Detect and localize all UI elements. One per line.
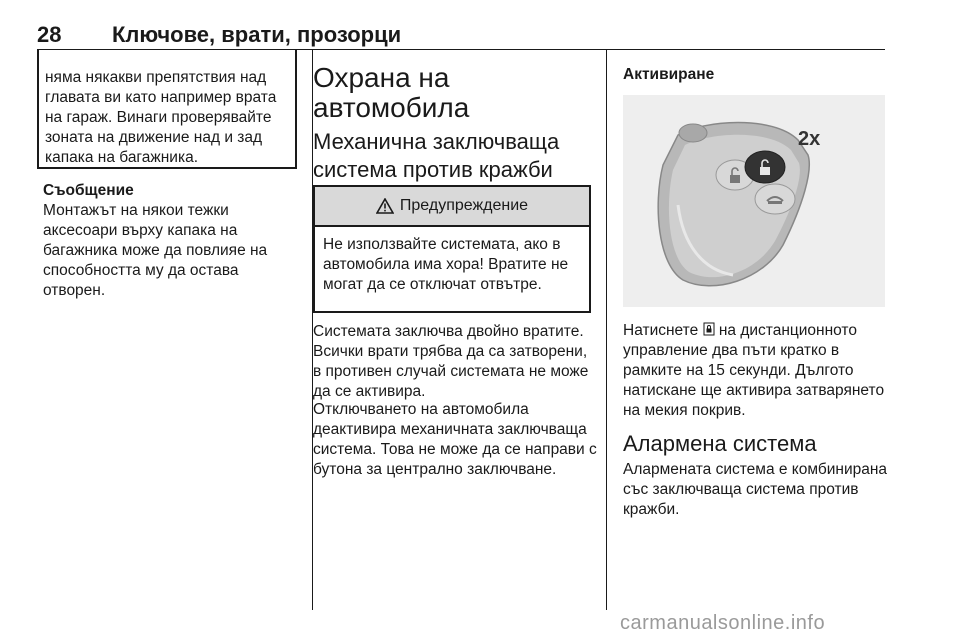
note-text: Монтажът на някои тежки аксесоари върху капака на багажника може да повлияе на способността му да остава отворен. bbox=[43, 202, 268, 299]
warning-header bbox=[315, 187, 589, 227]
warning-triangle-icon bbox=[376, 198, 394, 214]
paragraph-unlock: Отключването на автомобила деактивира механичната заключваща система. Това не може да се направи с бутона за централно заключване. bbox=[313, 401, 597, 478]
alarm-heading: Алармена система bbox=[623, 431, 817, 456]
activation-text-end: на дистанционното управление два пъти кратко в рамките на 15 секунди. Дългото натискане ще активира затварянето на мекия покрив. bbox=[623, 322, 885, 419]
activation-text-start: Натиснете bbox=[623, 322, 699, 339]
continued-warning-text: няма някакви препятствия над главата ви като например врата на гараж. Винаги проверявайте зоната на движение над и зад капака на багажника. bbox=[45, 69, 277, 166]
warning-box bbox=[313, 185, 591, 313]
column-divider-right bbox=[606, 50, 607, 610]
paragraph-double-lock: Системата заключва двойно вратите. Всички врати трябва да са затворени, в противен случай системата не може да се активира. bbox=[313, 323, 589, 400]
key-fob-illustration bbox=[623, 95, 885, 307]
page-title: Ключове, врати, прозорци bbox=[112, 22, 402, 47]
activation-heading: Активиране bbox=[623, 66, 715, 83]
subsection-heading: Механична заключваща система против кражби bbox=[313, 129, 560, 182]
warning-title: Предупреждение bbox=[399, 197, 529, 214]
key-fob-drawing bbox=[623, 95, 885, 307]
section-heading: Охрана на автомобила bbox=[313, 62, 470, 123]
lock-button-icon bbox=[703, 322, 715, 336]
activation-instructions bbox=[623, 321, 888, 421]
watermark: carmanualsonline.info bbox=[620, 612, 826, 634]
alarm-text: Алармената система е комбинирана със заключваща система против кражби. bbox=[623, 461, 888, 518]
warning-text: Не използвайте системата, ако в автомобила има хора! Вратите не могат да се отключат отвътре. bbox=[323, 236, 569, 293]
continued-warning-box bbox=[37, 50, 297, 169]
press-count-label: 2x bbox=[798, 128, 821, 150]
page-number: 28 bbox=[37, 22, 62, 47]
note-heading: Съобщение bbox=[43, 182, 134, 199]
